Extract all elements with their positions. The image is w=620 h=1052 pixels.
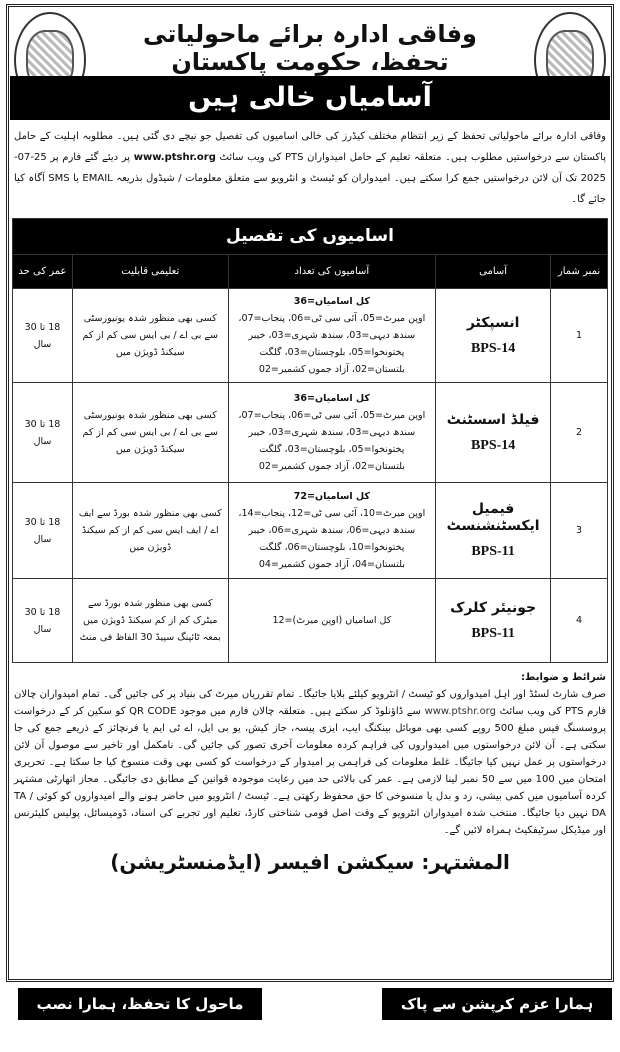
- quota: اوپن میرٹ=05، آئی سی ٹی=06، پنجاب=07، سندھ دیہی=03، سندھ شہری=03، خیبر پختونخوا=05، بلوچستان=03، گلگت بلتستان=02، آزاد جموں کشمیر=02: [238, 313, 426, 375]
- age-limit: 18 تا 30 سال: [13, 383, 73, 483]
- quota: کل اسامیاں (اوپن میرٹ)=12: [272, 615, 392, 626]
- website-link[interactable]: www.ptshr.org: [424, 706, 496, 717]
- banner-text: آسامیاں خالی ہیں: [188, 82, 432, 113]
- total-posts: کل اسامیاں=36: [293, 393, 370, 404]
- terms-part-2: سے ڈاؤنلوڈ کر سکتے ہیں۔ متعلقہ چالان فارم میں موجود QR CODE کو سکین کر کے درخواست پروسسنگ فیس مبلغ 500 روپے کسی بھی موبائل بینکنگ ایپ، ایزی پیسہ، جاز کیش، یو بی ایل، اے ٹی ایم یا فرنچائز کے ذریعے جمع کی جا سکتی ہے۔ آن لائن درخواستوں میں امیدواروں کی فراہم کردہ معلومات آخری تصور کی جائیں گی۔ نامکمل اور تاخیر سے موصول آن لائن درخواستوں پر عمل نہیں کیا جائیگا۔ غلط معلومات کی فراہمی پر امیدوار کے درخواست کو کسی بھی وقت منسوخ کیا جا سکتا ہے۔ تحریری امتحان میں 100 میں سے 50 نمبر لینا لازمی ہے۔ عمر کی بالائی حد میں رعایت موجودہ قوانین کے مطابق دی جائیگی۔ مجاز اتھارٹی مشتہر کردہ آسامیوں میں کمی بیشی، رد و بدل یا منسوخی کا حق محفوظ رکھتی ہے۔ ٹیسٹ / انٹرویو میں حاضر ہونے والے امیدواروں کو کوئی TA / DA نہیں دیا جائیگا۔ منتخب شدہ امیدواران انٹرویو کے وقت اصل قومی شناختی کارڈ، تعلیم اور تجربے کی اسناد، ڈومیسائل، پولیس کلیئرنس اور میڈیکل سرٹیفکیٹ ہمراہ لائیں گے۔: [14, 706, 606, 836]
- pay-scale: BPS-11: [471, 625, 515, 641]
- intro-text: [12, 126, 608, 210]
- qualification: کسی بھی منظور شدہ یونیورسٹی سے بی اے / بی ایس سی کم از کم سیکنڈ ڈویژن میں: [72, 383, 228, 483]
- vacancies-table: [12, 218, 608, 663]
- age-limit: 18 تا 30 سال: [13, 579, 73, 663]
- terms-and-conditions: [12, 669, 608, 839]
- serial: 1: [551, 289, 608, 383]
- table-row: [13, 383, 608, 483]
- advertiser-signature: المشتہر: سیکشن افیسر (ایڈمنسٹریشن): [110, 850, 510, 874]
- agency-title: وفاقی ادارہ برائے ماحولیاتی تحفظ، حکومت پاکستان: [143, 20, 477, 76]
- qualification: کسی بھی منظور شدہ بورڈ سے میٹرک کم از کم سیکنڈ ڈویژن میں بمعہ ٹائپنگ سپیڈ 30 الفاظ فی منٹ: [72, 579, 228, 663]
- content-area: [12, 126, 608, 877]
- age-limit: 18 تا 30 سال: [13, 483, 73, 579]
- intro-part-2: پر دیئے گئے فارم پر 25-07-2025 تک آن لائن درخواستیں جمع کرا سکتے ہیں۔ امیدواران کو ٹیسٹ و انٹرویو سے متعلق معلومات / شیڈول بذریعہ EMAIL یا SMS آگاہ کیا جائے گا۔: [14, 152, 607, 205]
- vacancies-banner: [10, 76, 610, 120]
- terms-title: شرائط و ضوابط:: [521, 672, 606, 683]
- header-age: عمر کی حد: [13, 255, 73, 289]
- header-count: آسامیوں کی تعداد: [228, 255, 436, 289]
- pay-scale: BPS-14: [470, 437, 516, 453]
- header-qualification: تعلیمی قابلیت: [72, 255, 228, 289]
- intro-part-1: وفاقی ادارہ برائے ماحولیاتی تحفظ کے زیر انتظام مختلف کیڈرز کی خالی اسامیوں کی تفصیل جو نیچے دی گئی ہیں۔ مطلوبہ اہلیت کے حامل پاکستان سے درخواستیں مطلوب ہیں۔ متعلقہ تعلیم کے حامل امیدواران PTS کی ویب سائٹ: [14, 131, 606, 163]
- qualification: کسی بھی منظور شدہ یونیورسٹی سے بی اے / بی ایس سی کم از کم سیکنڈ ڈویژن میں: [72, 289, 228, 383]
- post-name: فیلڈ اسسٹنٹ: [446, 411, 540, 428]
- website-link[interactable]: www.ptshr.org: [133, 152, 216, 163]
- quota: اوپن میرٹ=05، آئی سی ٹی=06، پنجاب=07، سندھ دیہی=03، سندھ شہری=03، خیبر پختونخوا=05، بلوچستان=03، گلگت بلتستان=02، آزاد جموں کشمیر=02: [238, 410, 426, 472]
- total-posts: کل اسامیاں=36: [293, 296, 370, 307]
- post-name: انسپکٹر: [466, 314, 520, 331]
- age-limit: 18 تا 30 سال: [13, 289, 73, 383]
- post-name: فیمیل ایکسٹنشنسٹ: [446, 501, 540, 534]
- serial: 2: [551, 383, 608, 483]
- qualification: کسی بھی منظور شدہ بورڈ سے ایف اے / ایف ایس سی کم از کم سیکنڈ ڈویژن میں: [72, 483, 228, 579]
- pay-scale: BPS-11: [471, 544, 515, 559]
- pay-scale: BPS-14: [470, 340, 516, 356]
- serial: 3: [551, 483, 608, 579]
- table-row: [13, 483, 608, 579]
- slogan-anti-corruption: ہمارا عزم کرپشن سے پاک پاکستان: [382, 988, 612, 1020]
- serial: 4: [551, 579, 608, 663]
- total-posts: کل اسامیاں=72: [293, 491, 370, 502]
- table-row: [13, 579, 608, 663]
- quota: اوپن میرٹ=10، آئی سی ٹی=12، پنجاب=14، سندھ دیہی=06، سندھ شہری=06، خیبر پختونخوا=10، بلوچستان=06، گلگت بلتستان=04، آزاد جموں کشمیر=04: [238, 508, 426, 570]
- header-post: آسامی: [436, 255, 551, 289]
- post-name: جونیئر کلرک: [450, 599, 537, 616]
- table-caption: اسامیوں کی تفصیل: [13, 219, 608, 255]
- slogan-environment: ماحول کا تحفظ، ہمارا نصب العین: [18, 988, 262, 1020]
- terms-part-1: صرف شارٹ لسٹڈ اور اہل امیدواروں کو ٹیسٹ / انٹرویو کیلئے بلایا جائیگا۔ تمام تقرریاں میرٹ کی بنیاد پر کی جائیں گی۔ تمام امیدواران چالان فارم PTS کی ویب سائٹ: [14, 689, 607, 717]
- table-row: [13, 289, 608, 383]
- header-serial: نمبر شمار: [551, 255, 608, 289]
